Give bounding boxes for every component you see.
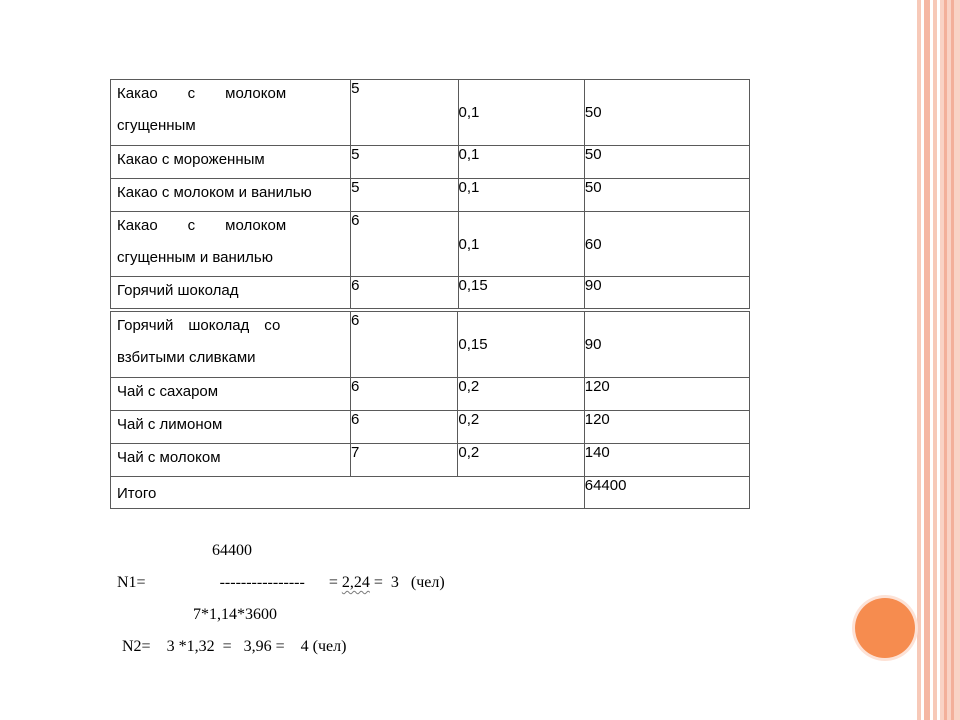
item-name-line: сгущенным — [117, 117, 196, 134]
item-name-cell — [111, 146, 351, 179]
item-name-cell — [111, 411, 351, 444]
sum-cell: 50 — [584, 146, 749, 179]
portions-cell: 6 — [351, 277, 458, 309]
table-row — [111, 378, 750, 411]
item-name-cell — [111, 80, 351, 146]
portions-cell: 7 — [351, 444, 458, 477]
table-row — [111, 212, 750, 277]
price-cell: 0,15 — [458, 277, 584, 309]
price-cell: 0,2 — [458, 378, 584, 411]
decorative-border-stripe — [940, 0, 960, 720]
price-cell: 0,1 — [458, 146, 584, 179]
total-row — [111, 477, 750, 509]
portions-cell: 6 — [351, 411, 458, 444]
n1-result-rest: = 3 (чел) — [369, 574, 445, 591]
decorative-border-stripe — [951, 0, 954, 720]
table-row — [111, 411, 750, 444]
item-name-cell — [111, 444, 351, 477]
table-row — [111, 444, 750, 477]
portions-cell: 6 — [351, 212, 458, 277]
fraction-line: ---------------- — [219, 574, 305, 591]
sum-cell: 120 — [584, 378, 749, 411]
price-cell: 0,1 — [458, 80, 584, 146]
item-name-cell — [111, 378, 351, 411]
sum-cell: 50 — [584, 179, 749, 212]
item-name-cell — [111, 212, 351, 277]
item-name: Горячий шоколад — [117, 282, 239, 299]
item-name-line: Какао с молоком — [117, 217, 287, 234]
total-label: Итого — [117, 485, 157, 502]
table-row — [111, 80, 750, 146]
n1-label: N1= — [117, 574, 146, 591]
portions-cell: 6 — [351, 378, 458, 411]
drinks-table-bottom — [110, 311, 750, 509]
sum-cell: 140 — [584, 444, 749, 477]
decorative-border-stripe — [933, 0, 937, 720]
decorative-border-stripe — [924, 0, 930, 720]
drinks-table-top — [110, 79, 750, 309]
portions-cell: 6 — [351, 312, 458, 378]
table-row — [111, 277, 750, 309]
item-name-line: сгущенным и ванилью — [117, 249, 273, 266]
table-row — [111, 312, 750, 378]
price-cell: 0,2 — [458, 444, 584, 477]
decorative-border-stripe — [917, 0, 921, 720]
item-name: Какао с мороженным — [117, 151, 265, 168]
item-name-cell — [111, 312, 351, 378]
price-cell: 0,2 — [458, 411, 584, 444]
portions-cell: 5 — [351, 80, 458, 146]
item-name-line: Горячий шоколад со — [117, 317, 281, 334]
formula-numerator: 64400 — [212, 542, 252, 559]
price-cell: 0,15 — [458, 312, 584, 378]
sum-cell: 90 — [584, 277, 749, 309]
sum-cell: 60 — [584, 212, 749, 277]
portions-cell: 5 — [351, 146, 458, 179]
table-row — [111, 146, 750, 179]
item-name: Чай с сахаром — [117, 383, 219, 400]
price-cell: 0,1 — [458, 212, 584, 277]
item-name: Какао с молоком и ванилью — [117, 184, 312, 201]
sum-cell: 120 — [584, 411, 749, 444]
decorative-border-stripe — [944, 0, 947, 720]
formula-n2: N2= 3 *1,32 = 3,96 = 4 (чел) — [122, 638, 347, 655]
item-name-cell — [111, 179, 351, 212]
item-name-line: Какао с молоком — [117, 85, 287, 102]
sum-cell: 50 — [584, 80, 749, 146]
n1-result-eq: = — [328, 574, 342, 591]
table-row — [111, 179, 750, 212]
item-name-line: взбитыми сливками — [117, 349, 256, 366]
formula-n1 — [117, 574, 445, 592]
price-cell: 0,1 — [458, 179, 584, 212]
total-value-cell: 64400 — [584, 477, 749, 509]
decorative-circle — [855, 598, 915, 658]
total-label-cell — [111, 477, 585, 509]
formula-denominator: 7*1,14*3600 — [193, 606, 277, 623]
sum-cell: 90 — [584, 312, 749, 378]
item-name: Чай с лимоном — [117, 416, 223, 433]
n1-result-value: 2,24 — [341, 574, 370, 591]
item-name: Чай с молоком — [117, 449, 221, 466]
item-name-cell — [111, 277, 351, 309]
portions-cell: 5 — [351, 179, 458, 212]
